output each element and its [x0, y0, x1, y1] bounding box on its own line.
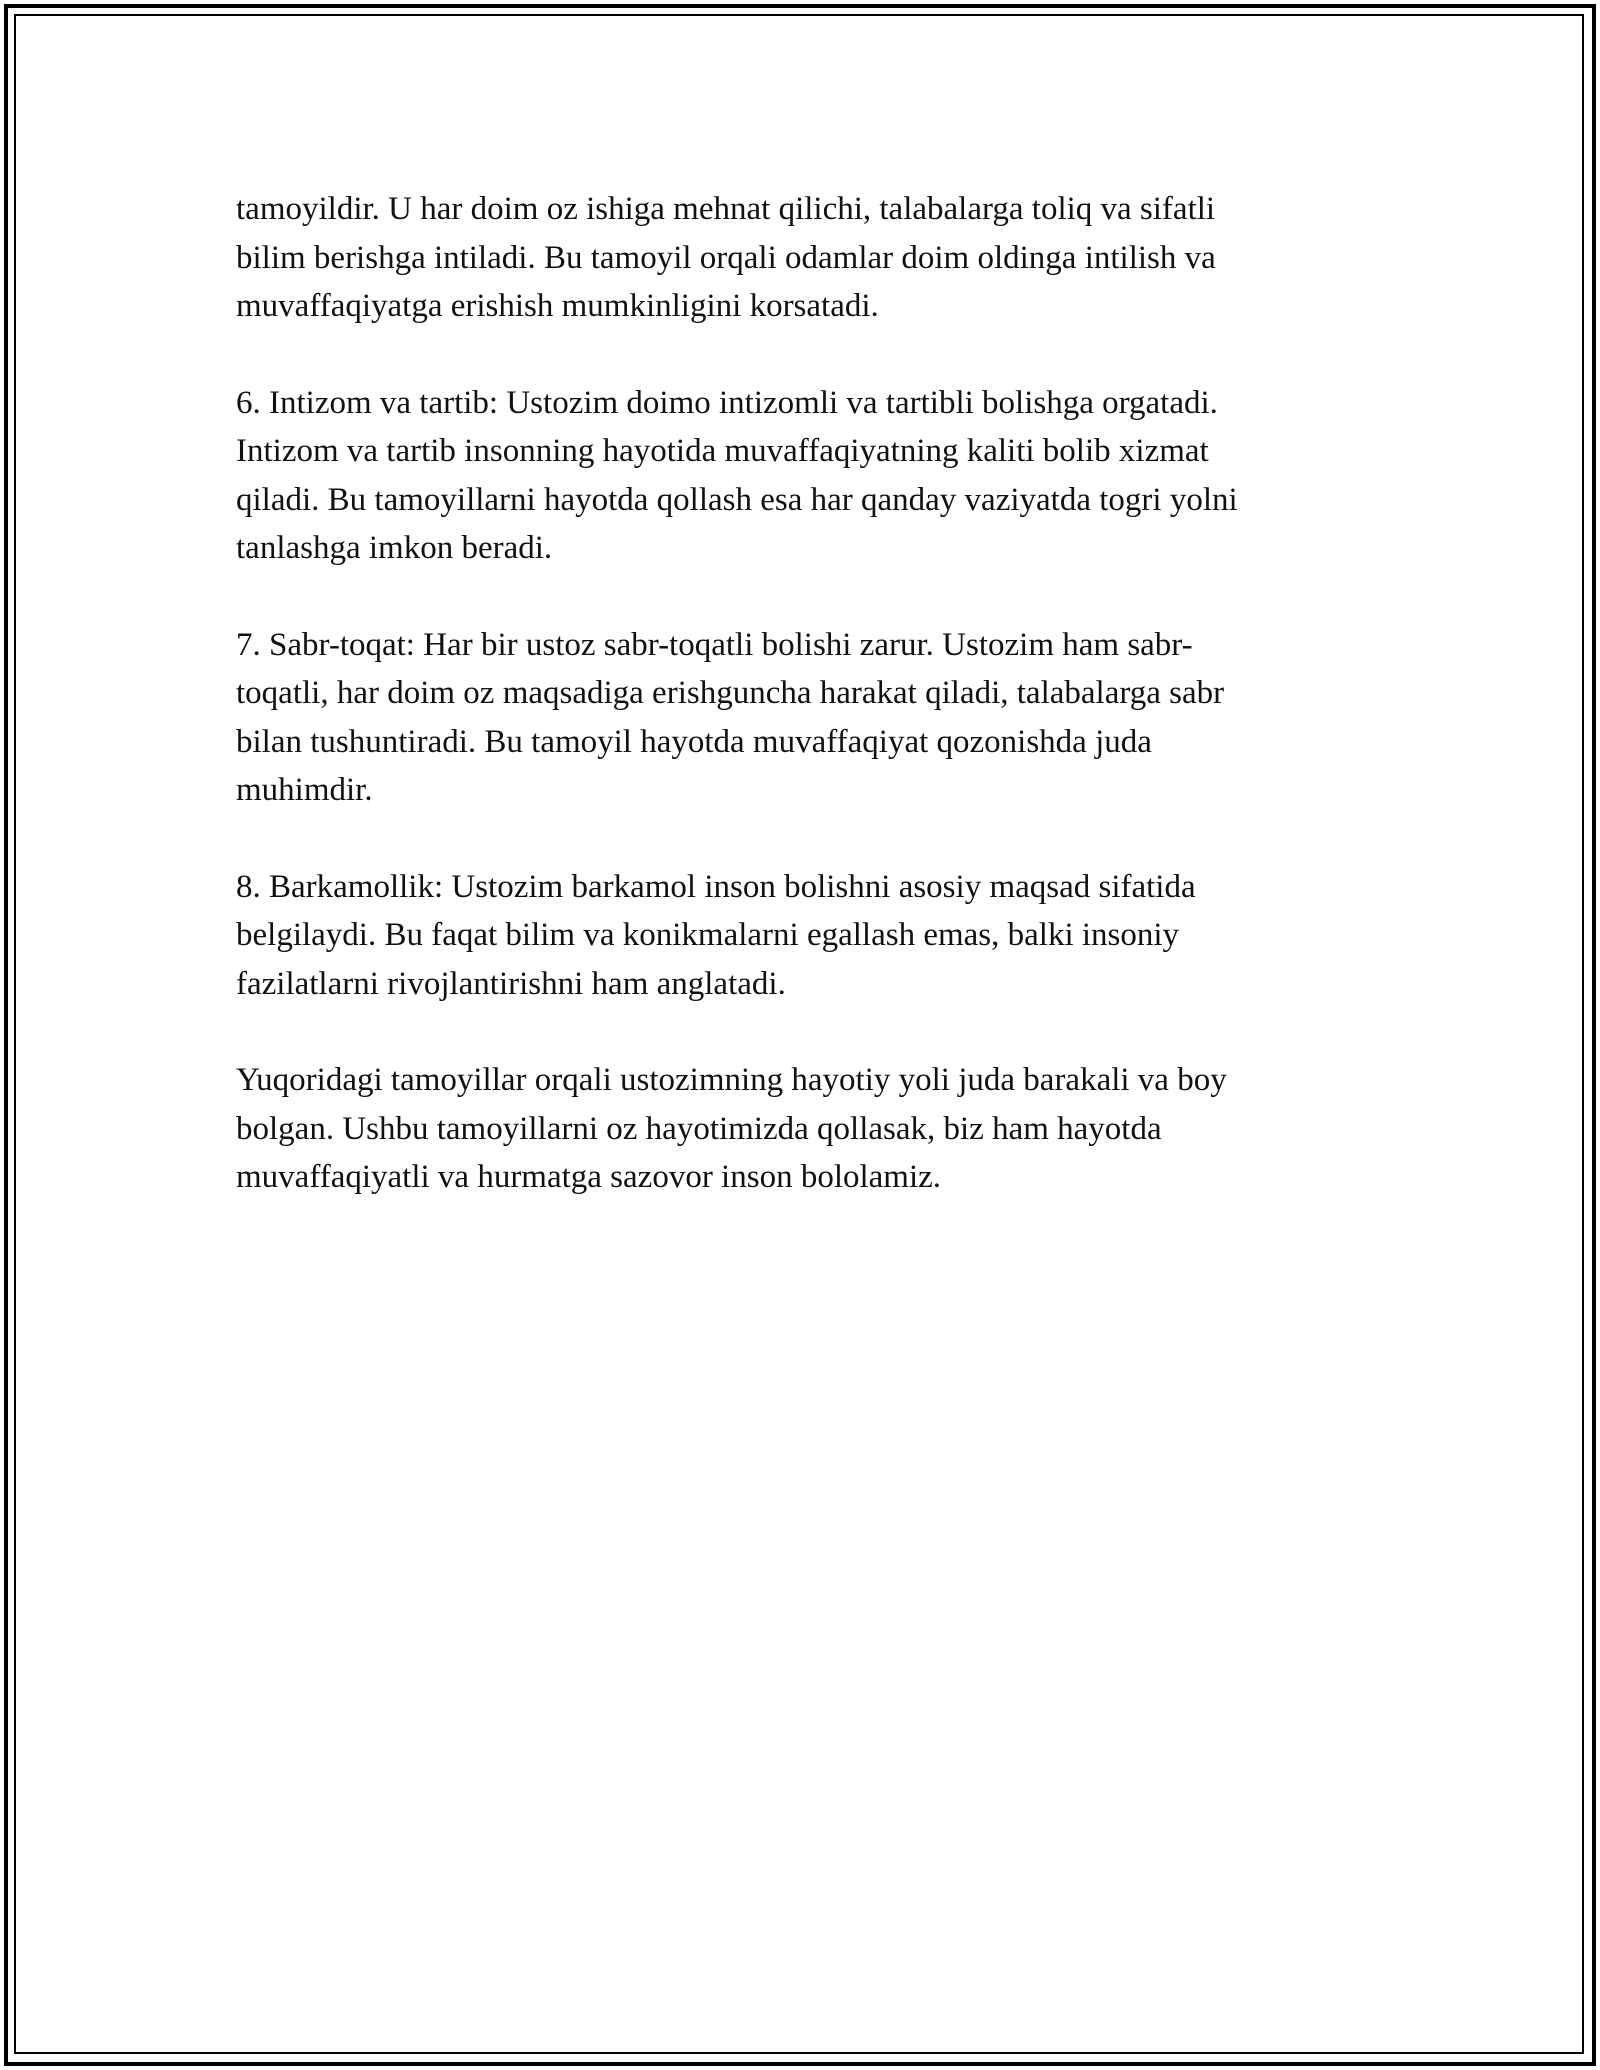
- paragraph-conclusion: Yuqoridagi tamoyillar orqali ustozimning hayotiy yoli juda barakali va boy bolgan. Ushbu tamoyillarni oz hayotimizda qollasak, biz ham hayotda muvaffaqiyatli va hurmatga sazovor inson bololamiz.: [236, 1062, 1227, 1195]
- document-body: [236, 185, 1366, 1250]
- paragraph-barkamollik: 8. Barkamollik: Ustozim barkamol inson bolishni asosiy maqsad sifatida belgilaydi. Bu faqat bilim va konikmalarni egallash emas, balki insoniy fazilatlarni rivojlantirishni ham anglatadi.: [236, 868, 1196, 1002]
- paragraph-tamoyildir: tamoyildir. U har doim oz ishiga mehnat qilichi, talabalarga toliq va sifatli bilim berishga intiladi. Bu tamoyil orqali odamlar doim oldinga intilish va muvaffaqiyatga erishish mumkinligini korsatadi.: [236, 191, 1216, 324]
- paragraph-sabr-toqat: 7. Sabr-toqat: Har bir ustoz sabr-toqatli bolishi zarur. Ustozim ham sabr- toqatli, har doim oz maqsadiga erishguncha harakat qiladi, talabalarga sabr bilan tushuntiradi. Bu tamoyil hayotda muvaffaqiyat qozonishda juda muhimdir.: [236, 626, 1225, 808]
- paragraph-intizom-va-tartib: 6. Intizom va tartib: Ustozim doimo intizomli va tartibli bolishga orgatadi. Intizom va tartib insonning hayotida muvaffaqiyatning kaliti bolib xizmat qiladi. Bu tamoyillarni hayotda qollash esa har qanday vaziyatda togri yolni tanlashga imkon beradi.: [236, 384, 1238, 566]
